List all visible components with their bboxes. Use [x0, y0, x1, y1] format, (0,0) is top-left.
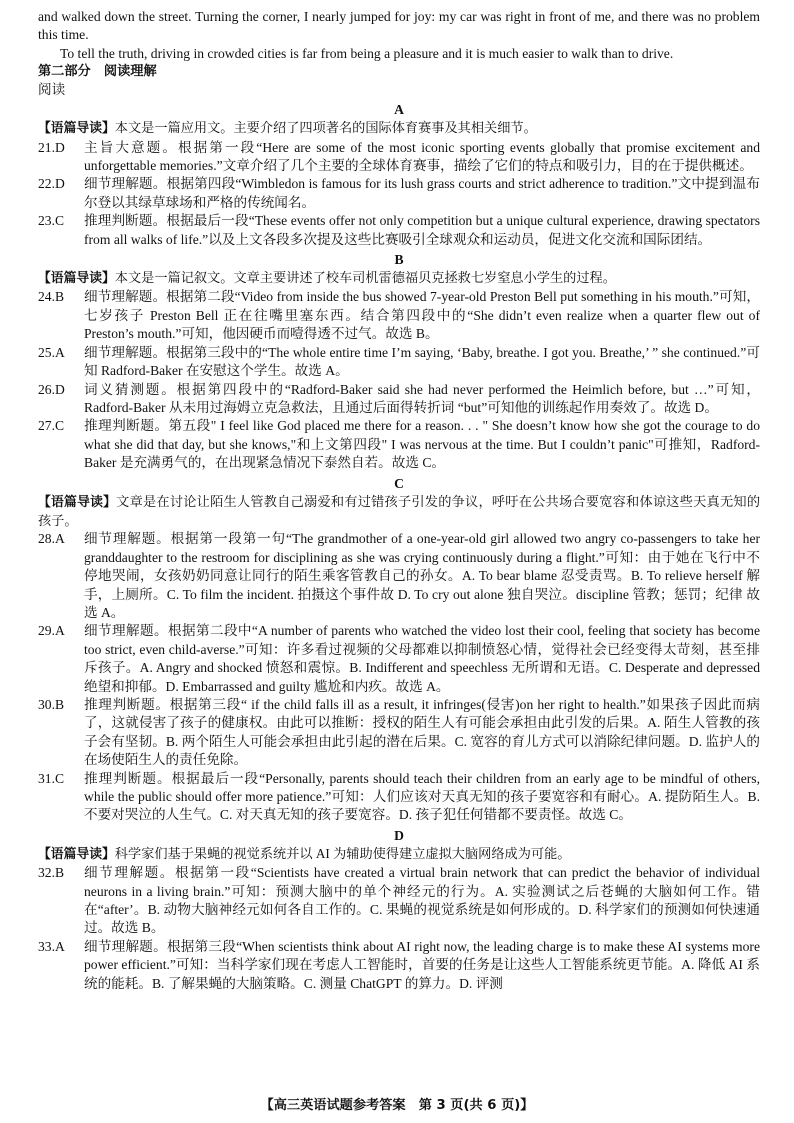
answer-item-27: [38, 417, 760, 472]
guide-text: 本文是一篇记叙文。文章主要讲述了校车司机雷德福贝克拯救七岁窒息小学生的过程。: [114, 270, 616, 286]
answer-number: 30.B: [38, 697, 65, 712]
intro-paragraph-2: To tell the truth, driving in crowded cities is far from being a pleasure and it is much easier to walk than to drive.: [60, 45, 674, 61]
answer-explanation: 细节理解题。根据第三段“When scientists think about AI right now, the leading charge is to make these AI systems more power efficient.”可知：当科学家们现在考虑人工智能时，首要的任务是让这些人工智能系统更节能。A. 降低 AI 系统的能耗。B. 了解果蝇的大脑策略。C. 测量 ChatGPT 的算力。D. 评测: [84, 938, 760, 991]
answer-number: 21.D: [38, 139, 65, 155]
guide-tag: 【语篇导读】: [38, 494, 117, 510]
part-two-title: 第二部分 阅读理解: [38, 64, 157, 80]
answer-item-25: [38, 344, 760, 381]
passage-c-letter: C: [394, 475, 404, 491]
passage-d-letter: D: [394, 827, 404, 843]
guide-tag: 【语篇导读】: [38, 121, 115, 137]
answer-item-32: [38, 864, 760, 938]
intro-paragraph-1: and walked down the street. Turning the corner, I nearly jumped for joy: my car was right in front of me, and there was no problem this time.: [38, 9, 760, 43]
guide-text: 科学家们基于果蝇的视觉系统并以 AI 为辅助使得建立虚拟大脑网络成为可能。: [114, 845, 571, 861]
passage-a-guide: [38, 119, 760, 138]
answer-explanation: 细节理解题。根据第二段“Video from inside the bus showed 7-year-old Preston Bell put something in his mouth.”可知，七岁孩子 Preston Bell 正在往嘴里塞东西。结合第四段中的“She didn’t even realize when a quarter flew out of Preston’s mouth.”可知，他因硬币而噎得透不过气。故选 B。: [84, 289, 760, 342]
guide-tag: 【语篇导读】: [38, 846, 115, 862]
passage-b-letter: B: [394, 252, 404, 268]
reading-subtitle: 阅读: [38, 82, 66, 98]
answer-item-21: [38, 139, 760, 176]
answer-explanation: 细节理解题。根据第三段中的“The whole entire time I’m saying, ‘Baby, breathe. I got you. Breathe,’ ” she continued.”可知 Radford-Baker 在安慰这个学生。故选 A。: [84, 344, 760, 379]
answer-explanation: 词义猜测题。根据第四段中的“Radford-Baker said she had never performed the Heimlich before, but …”可知，Radford-Baker 从未用过海姆立克急救法，且通过后面得转折词 “but”可知他的训练起作用奏效了。故选 D。: [84, 381, 760, 415]
answer-item-23: [38, 212, 760, 249]
answer-number: 22.D: [38, 176, 65, 192]
answer-explanation: 推理判断题。根据最后一段“These events offer not only competition but a unique cultural experience, drawing spectators from all walks of life.”以及上文各段多次提及这些比赛吸引全球观众和运动员，促进文化交流和国际团结。: [84, 213, 760, 247]
answer-explanation: 推理判断题。第五段" I feel like God placed me there for a reason. . . " She doesn’t know how she got the courage to do what she did that day, but she knows,"和上文第四段" I was nervous at the time. But I couldn’t panic"可推知，Radford-Baker 是充满勇气的，在出现紧急情况下泰然自若。故选 C。: [84, 418, 760, 471]
guide-tag: 【语篇导读】: [38, 271, 115, 287]
answer-explanation: 细节理解题。根据第一段“Scientists have created a virtual brain network that can predict the behavior of individual neurons in a living brain.”可知：预测大脑中的单个神经元的行为。A. 实验测试之后苍蝇的大脑如何工作。错在“after’。B. 动物大脑神经元如何各自工作的。C. 果蝇的视觉系统是如何形成的。D. 科学家们的预测如何快速通过。故选 B。: [84, 865, 760, 936]
answer-item-26: [38, 381, 760, 418]
answer-number: 24.B: [38, 289, 65, 305]
answer-number: 31.C: [38, 770, 65, 786]
passage-b-guide: [38, 269, 760, 288]
answer-number: 26.D: [38, 381, 65, 397]
page-footer: 【高三英语试题参考答案 第 3 页(共 6 页)】: [260, 1098, 534, 1113]
passage-c-guide: [38, 493, 760, 531]
answer-item-22: [38, 175, 760, 212]
answer-number: 29.A: [38, 623, 65, 639]
answer-explanation: 主旨大意题。根据第一段“Here are some of the most iconic sporting events globally that promise excitement and unforgettable memories.”文章介绍了几个主要的全球体育赛事，描绘了它们的特点和吸引力，目的在于提供概述。: [84, 139, 760, 174]
answer-explanation: 细节理解题。根据第一段第一句“The grandmother of a one-year-old girl allowed two angry co-passengers to take her granddaughter to the restroom for disciplining as she was crying continuously during a flight.”可知：由于她在飞行中不停地哭闹，女孩奶奶同意让同行的陌生乘客管教自己的孙女。A. To bear blame 忍受责骂。B. To relieve herself 解手，上厕所。C. To film the incident. 拍摄这个事件故 D. To cry out alone 独自哭泣。discipline 管教；惩罚；纪律 故选 A。: [84, 531, 760, 620]
answer-number: 27.C: [38, 418, 65, 434]
answer-explanation: 推理判断题。根据第三段“ if the child falls ill as a result, it infringes(侵害)on her right to health.”如果孩子因此而病了，这就侵害了孩子的健康权。由此可以推断：授权的陌生人有可能会承担由此引发的后果。A. 陌生人管教的孩子会有坚韧。B. 两个陌生人可能会承担由此引起的潜在后果。C. 宽容的育儿方式可以消除纪律问题。D. 监护人的在场使陌生人的责任免除。: [84, 697, 760, 768]
answer-number: 28.A: [38, 531, 65, 547]
answer-item-28: [38, 530, 760, 622]
passage-a-letter: A: [394, 102, 404, 118]
answer-item-24: [38, 288, 760, 343]
answer-item-29: [38, 622, 760, 696]
answer-explanation: 细节理解题。根据第四段“Wimbledon is famous for its lush grass courts and strict adherence to tradition.”文中提到温布尔登以其绿草球场和严格的传统闻名。: [84, 176, 760, 210]
guide-text: 文章是在讨论让陌生人管教自己溺爱和有过错孩子引发的争议，呼吁在公共场合要宽容和体谅这些天真无知的孩子。: [38, 493, 761, 528]
answer-number: 23.C: [38, 213, 65, 229]
answer-number: 32.B: [38, 865, 65, 881]
answer-explanation: 细节理解题。根据第二段中“A number of parents who watched the video lost their cool, feeling that society has become too strict, even child-averse.”可知：许多看过视频的父母都难以抑制愤怒心情，觉得社会已经变得太苛刻，甚至排斥孩子。A. Angry and shocked 愤怒和震惊。B. Indifferent and speechless 无所谓和无语。C. Desperate and depressed 绝望和抑郁。D. Embarrassed and guilty 尴尬和内疚。故选 A。: [84, 623, 760, 694]
answer-number: 25.A: [38, 344, 65, 360]
answer-item-33: [38, 938, 760, 993]
passage-d-guide: [38, 845, 760, 864]
answer-explanation: 推理判断题。根据最后一段“Personally, parents should teach their children from an early age to be mindful of others, while the public should offer more patience.”可知：人们应该对天真无知的孩子要宽容和有耐心。A. 提防陌生人。B. 不要对哭泣的人生气。C. 对天真无知的孩子要宽容。D. 孩子犯任何错都不要责怪。故选 C。: [84, 770, 760, 823]
answer-item-30: [38, 696, 760, 770]
guide-text: 本文是一篇应用文。主要介绍了四项著名的国际体育赛事及其相关细节。: [114, 120, 537, 136]
answer-number: 33.A: [38, 938, 65, 954]
answer-item-31: [38, 770, 760, 825]
